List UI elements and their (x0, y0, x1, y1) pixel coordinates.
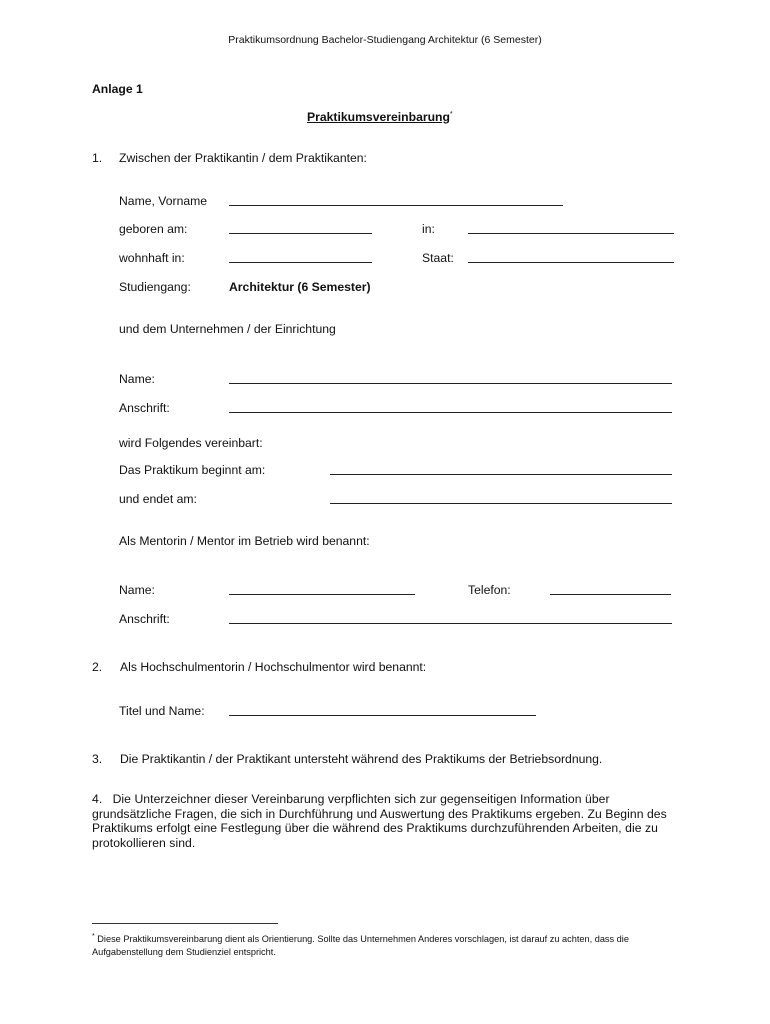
program-label: Studiengang: (119, 280, 191, 294)
mentor-address-label: Anschrift: (119, 612, 170, 626)
section-2-text: Als Hochschulmentorin / Hochschulmentor wird benannt: (120, 660, 427, 674)
born-input-line[interactable] (229, 233, 372, 234)
born-label: geboren am: (119, 222, 188, 236)
mentor-address-input-line[interactable] (229, 623, 672, 624)
company-address-label: Anschrift: (119, 401, 170, 415)
mentor-name-label: Name: (119, 583, 155, 597)
birthplace-label: in: (422, 222, 435, 236)
title-text: Praktikumsvereinbarung (307, 110, 450, 124)
footnote-text: Diese Praktikumsvereinbarung dient als Orientierung. Sollte das Unternehmen Anderes vorschlagen, ist darauf zu achten, dass die Aufgabenstellung dem Studienziel entspricht. (92, 934, 629, 957)
start-label: Das Praktikum beginnt am: (119, 463, 266, 477)
section-4-number: 4. (92, 792, 103, 806)
mentor-name-input-line[interactable] (229, 594, 415, 595)
state-label: Staat: (422, 251, 454, 265)
section-3-text: Die Praktikantin / der Praktikant untersteht während des Praktikums der Betriebsordnung. (120, 752, 603, 766)
company-address-input-line[interactable] (229, 412, 672, 413)
section-4-text: Die Unterzeichner dieser Vereinbarung verpflichten sich zur gegenseitigen Information über grundsätzliche Fragen, die sich in Durchführung und Auswertung des Praktikums ergeben. Zu Beginn des Praktikums erfolgt eine Festlegung über die während des Praktikums durchzuführenden Arbeiten, die zu protokollieren sind. (92, 792, 667, 850)
residence-input-line[interactable] (229, 262, 372, 263)
document-title (307, 110, 453, 124)
state-input-line[interactable] (468, 262, 674, 263)
mentor-phone-input-line[interactable] (550, 594, 671, 595)
anlage-label: Anlage 1 (92, 82, 143, 96)
footnote-marker: * (92, 933, 95, 940)
name-label: Name, Vorname (119, 194, 208, 208)
company-name-label: Name: (119, 372, 155, 386)
company-name-input-line[interactable] (229, 383, 672, 384)
birthplace-input-line[interactable] (468, 233, 674, 234)
university-mentor-input-line[interactable] (229, 715, 536, 716)
mentor-intro: Als Mentorin / Mentor im Betrieb wird benannt: (119, 534, 370, 548)
name-input-line[interactable] (229, 205, 563, 206)
footnote (92, 931, 692, 958)
section-4-paragraph (92, 792, 682, 850)
section-3-number: 3. (92, 752, 103, 766)
section-2-number: 2. (92, 660, 103, 674)
program-value: Architektur (6 Semester) (229, 280, 371, 294)
footnote-divider (92, 923, 278, 924)
company-intro: und dem Unternehmen / der Einrichtung (119, 322, 336, 336)
section-1-intro: Zwischen der Praktikantin / dem Praktikanten: (119, 151, 367, 165)
agreed-text: wird Folgendes vereinbart: (119, 436, 263, 450)
page-header: Praktikumsordnung Bachelor-Studiengang Architektur (6 Semester) (228, 34, 542, 46)
residence-label: wohnhaft in: (119, 251, 185, 265)
title-footnote-marker: * (449, 110, 453, 118)
university-mentor-label: Titel und Name: (119, 704, 205, 718)
mentor-phone-label: Telefon: (468, 583, 511, 597)
section-1-number: 1. (92, 151, 103, 165)
end-date-input-line[interactable] (330, 503, 672, 504)
start-date-input-line[interactable] (330, 474, 672, 475)
end-label: und endet am: (119, 492, 197, 506)
